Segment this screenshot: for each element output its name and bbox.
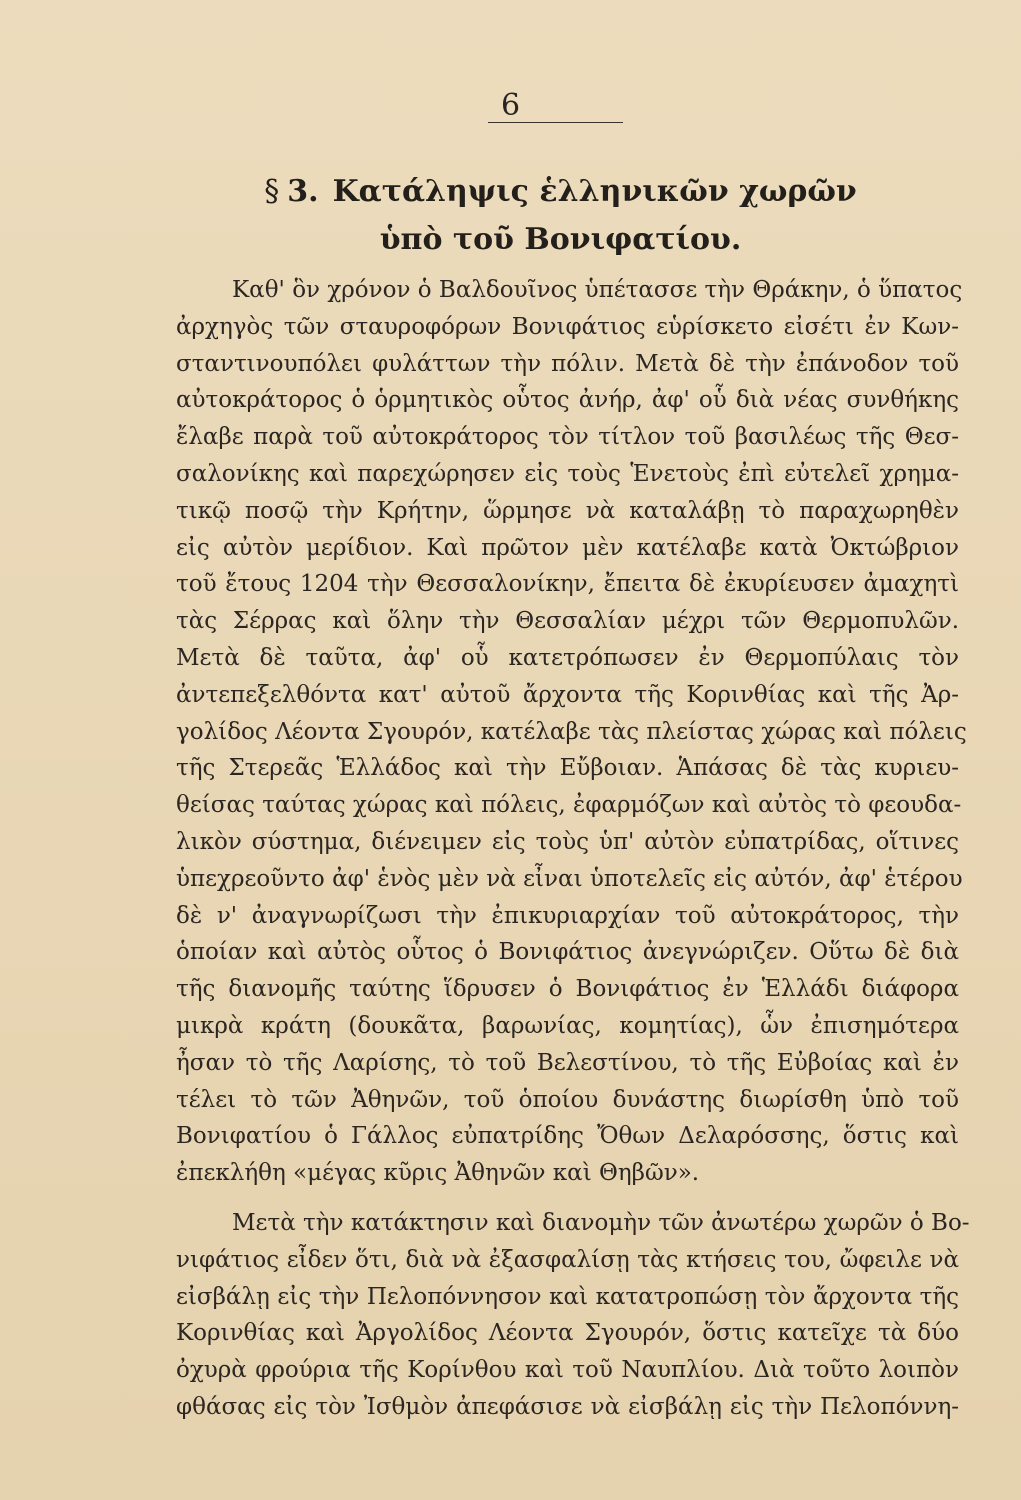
- text-line: Καθ' ὃν χρόνον ὁ Βαλδουῖνος ὑπέτασσε τὴν Θράκην, ὁ ὕπατος: [232, 277, 963, 303]
- section-symbol: §: [264, 174, 280, 209]
- text-line: ἦσαν τὸ τῆς Λαρίσης, τὸ τοῦ Βελεστίνου, τὸ τῆς Εὐβοίας καὶ ἐν: [176, 1049, 959, 1076]
- text-line: λικὸν σύστημα, διένειμεν εἰς τοὺς ὑπ' αὐτὸν εὐπατρίδας, οἵτινες: [176, 828, 959, 855]
- heading-line-1: [170, 168, 951, 216]
- text-line: Κορινθίας καὶ Ἀργολίδος Λέοντα Σγουρόν, ὅστις κατεῖχε τὰ δύο: [176, 1320, 959, 1347]
- text-line: γολίδος Λέοντα Σγουρόν, κατέλαβε τὰς πλείστας χώρας καὶ πόλεις: [176, 718, 967, 745]
- text-line: τῆς διανομῆς ταύτης ἵδρυσεν ὁ Βονιφάτιος ἐν Ἑλλάδι διάφορα: [176, 976, 959, 1003]
- text-line: τῆς Στερεᾶς Ἑλλάδος καὶ τὴν Εὔβοιαν. Ἁπάσας δὲ τὰς κυριευ-: [176, 755, 959, 782]
- text-line: ἔλαβε παρὰ τοῦ αὐτοκράτορος τὸν τίτλον τοῦ βασιλέως τῆς Θεσ-: [176, 424, 959, 451]
- text-line: τικῷ ποσῷ τὴν Κρήτην, ὥρμησε νὰ καταλάβῃ τὸ παραχωρηθὲν: [176, 497, 959, 524]
- text-line: δὲ ν' ἀναγνωρίζωσι τὴν ἐπικυριαρχίαν τοῦ αὐτοκράτορος, τὴν: [176, 902, 959, 929]
- text-line: ἐπεκλήθη «μέγας κῦρις Ἀθηνῶν καὶ Θηβῶν».: [176, 1160, 700, 1187]
- text-line: ὀχυρὰ φρούρια τῆς Κορίνθου καὶ τοῦ Ναυπλίου. Διὰ τοῦτο λοιπὸν: [176, 1357, 959, 1384]
- text-line: Βονιφατίου ὁ Γάλλος εὐπατρίδης Ὄθων Δελαρόσσης, ὅστις καὶ: [176, 1123, 959, 1150]
- heading-line-2: ὑπὸ τοῦ Βονιφατίου.: [379, 222, 742, 257]
- text-line: αὐτοκράτορος ὁ ὁρμητικὸς οὗτος ἀνήρ, ἀφ' οὗ διὰ νέας συνθήκης: [176, 387, 959, 414]
- text-line: εἰσβάλῃ εἰς τὴν Πελοπόννησον καὶ κατατροπώσῃ τὸν ἄρχοντα τῆς: [176, 1283, 959, 1310]
- section-heading: [170, 168, 951, 264]
- text-line: ἀντεπεξελθόντα κατ' αὐτοῦ ἄρχοντα τῆς Κορινθίας καὶ τῆς Ἀρ-: [176, 681, 959, 708]
- text-line: ὁποίαν καὶ αὐτὸς οὗτος ὁ Βονιφάτιος ἀνεγνώριζεν. Οὕτω δὲ διὰ: [176, 939, 959, 966]
- header-rule: [488, 122, 623, 123]
- text-line: τέλει τὸ τῶν Ἀθηνῶν, τοῦ ὁποίου δυνάστης διωρίσθη ὑπὸ τοῦ: [176, 1086, 959, 1113]
- paragraph-2: [176, 1205, 970, 1426]
- text-line: σαλονίκης καὶ παρεχώρησεν εἰς τοὺς Ἑνετοὺς ἐπὶ εὐτελεῖ χρημα-: [176, 460, 959, 487]
- section-number: 3.: [287, 174, 319, 209]
- paragraph-1: [176, 272, 967, 1192]
- text-line: ὑπεχρεοῦντο ἀφ' ἑνὸς μὲν νὰ εἶναι ὑποτελεῖς εἰς αὐτόν, ἀφ' ἑτέρου: [176, 865, 963, 892]
- heading-title-1: Κατάληψις ἑλληνικῶν χωρῶν: [332, 174, 857, 209]
- text-line: νιφάτιος εἶδεν ὅτι, διὰ νὰ ἐξασφαλίσῃ τὰς κτήσεις του, ὤφειλε νὰ: [176, 1246, 959, 1273]
- text-line: μικρὰ κράτη (δουκᾶτα, βαρωνίας, κομητίας), ὧν ἐπισημότερα: [176, 1012, 959, 1039]
- text-line: εἰς αὐτὸν μερίδιον. Καὶ πρῶτον μὲν κατέλαβε κατὰ Ὀκτώβριον: [176, 534, 959, 561]
- page-number: 6: [500, 88, 521, 123]
- text-line: Μετὰ δὲ ταῦτα, ἀφ' οὗ κατετρόπωσεν ἐν Θερμοπύλαις τὸν: [176, 644, 959, 671]
- text-line: Μετὰ τὴν κατάκτησιν καὶ διανομὴν τῶν ἀνωτέρω χωρῶν ὁ Βο-: [232, 1210, 970, 1236]
- text-line: φθάσας εἰς τὸν Ἰσθμὸν ἀπεφάσισε νὰ εἰσβάλῃ εἰς τὴν Πελοπόννη-: [176, 1393, 959, 1420]
- text-line: ἀρχηγὸς τῶν σταυροφόρων Βονιφάτιος εὑρίσκετο εἰσέτι ἐν Κων-: [176, 313, 959, 340]
- text-line: θείσας ταύτας χώρας καὶ πόλεις, ἐφαρμόζων καὶ αὐτὸς τὸ φεουδα-: [176, 792, 962, 819]
- text-line: σταντινουπόλει φυλάττων τὴν πόλιν. Μετὰ δὲ τὴν ἐπάνοδον τοῦ: [176, 350, 959, 377]
- text-line: τὰς Σέρρας καὶ ὅλην τὴν Θεσσαλίαν μέχρι τῶν Θερμοπυλῶν.: [176, 608, 959, 635]
- text-line: τοῦ ἔτους 1204 τὴν Θεσσαλονίκην, ἔπειτα δὲ ἐκυρίευσεν ἀμαχητὶ: [176, 571, 959, 598]
